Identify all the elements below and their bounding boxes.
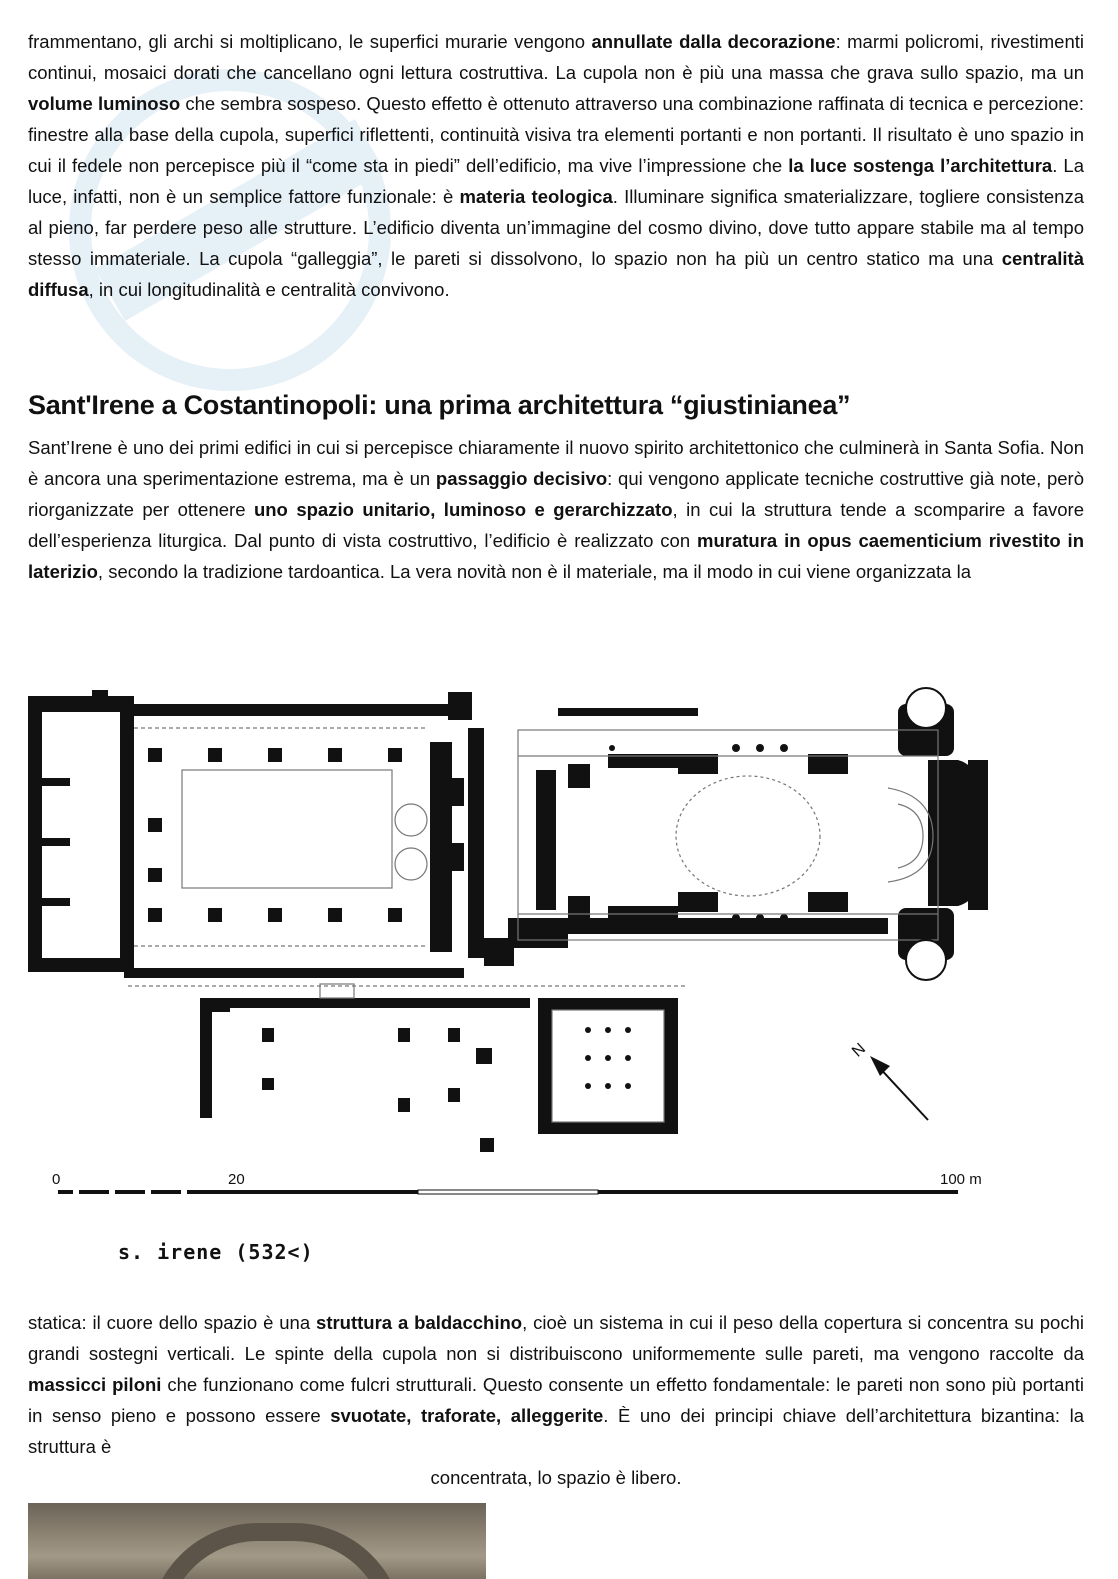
paragraph-intro: frammentano, gli archi si moltiplicano, le superfici murarie vengono annullate dalla decorazione: marmi policromi, rivestimenti continui, mosaici dorati che cancellano ogni lettura costruttiva. La cupola non è più una massa che grava sullo spazio, ma un volume luminoso che sembra sospeso. Questo effetto è ottenuto attraverso una combinazione raffinata di tecnica e percezione: finestre alla base della cupola, superfici riflettenti, continuità visiva tra elementi portanti e non portanti. Il risultato è uno spazio in cui il fedele non percepisce più il “come sta in piedi” dell’edificio, ma vive l’impressione che la luce sostenga l’architettura. La luce, infatti, non è un semplice fattore funzionale: è materia teologica. Illuminare significa smaterializzare, togliere consistenza al pieno, far perdere peso alle strutture. L’edificio diventa un’immagine del cosmo divino, dove tutto appare stabile ma al tempo stesso immateriale. La cupola “galleggia”, le pareti si dissolvono, lo spazio non ha più un centro statico ma una centralità diffusa, in cui longitudinalità e centralità convivono. (28, 31, 1084, 300)
scale-bar (52, 1171, 982, 1194)
scale-label-100: 100 m (940, 1171, 982, 1188)
paragraph-statics: statica: il cuore dello spazio è una struttura a baldacchino, cioè un sistema in cui il peso della copertura si concentra su pochi grandi sostegni verticali. Le spinte della cupola non si distribuiscono uniformemente sulle pareti, ma vengono raccolte da massicci piloni che funzionano come fulcri strutturali. Questo consente un effetto fondamentale: le pareti non sono più portanti in senso pieno e possono essere svuotate, traforate, alleggerite. È uno dei principi chiave dell’architettura bizantina: la struttura è concentrata, lo spazio è libero. (28, 1312, 1084, 1488)
plan-church-outlines (518, 688, 946, 980)
north-label: N (849, 1040, 869, 1061)
scale-label-20: 20 (228, 1171, 245, 1188)
section-heading: Sant'Irene a Costantinopoli: una prima architettura “giustinianea” (28, 390, 851, 420)
plan-annexes (200, 998, 678, 1152)
scale-label-0: 0 (52, 1171, 61, 1188)
plan-atrium (28, 690, 464, 978)
north-arrow (849, 1040, 928, 1120)
figure-caption: s. irene (532<) (118, 1240, 314, 1264)
interior-photo (28, 1503, 486, 1579)
plan-church (448, 692, 1016, 966)
floor-plan-figure (28, 668, 1028, 1208)
paragraph-sant-irene: Sant’Irene è uno dei primi edifici in cui si percepisce chiaramente il nuovo spirito architettonico che culminerà in Santa Sofia. Non è ancora una sperimentazione estrema, ma è un passaggio decisivo: qui vengono applicate tecniche costruttive già note, però riorganizzate per ottenere uno spazio unitario, luminoso e gerarchizzato, in cui la struttura tende a scomparire a favore dell’esperienza liturgica. Dal punto di vista costruttivo, l’edificio è realizzato con muratura in opus caementicium rivestito in laterizio, secondo la tradizione tardoantica. La vera novità non è il materiale, ma il modo in cui viene organizzata la (28, 437, 1084, 582)
photo-arch (148, 1523, 404, 1579)
